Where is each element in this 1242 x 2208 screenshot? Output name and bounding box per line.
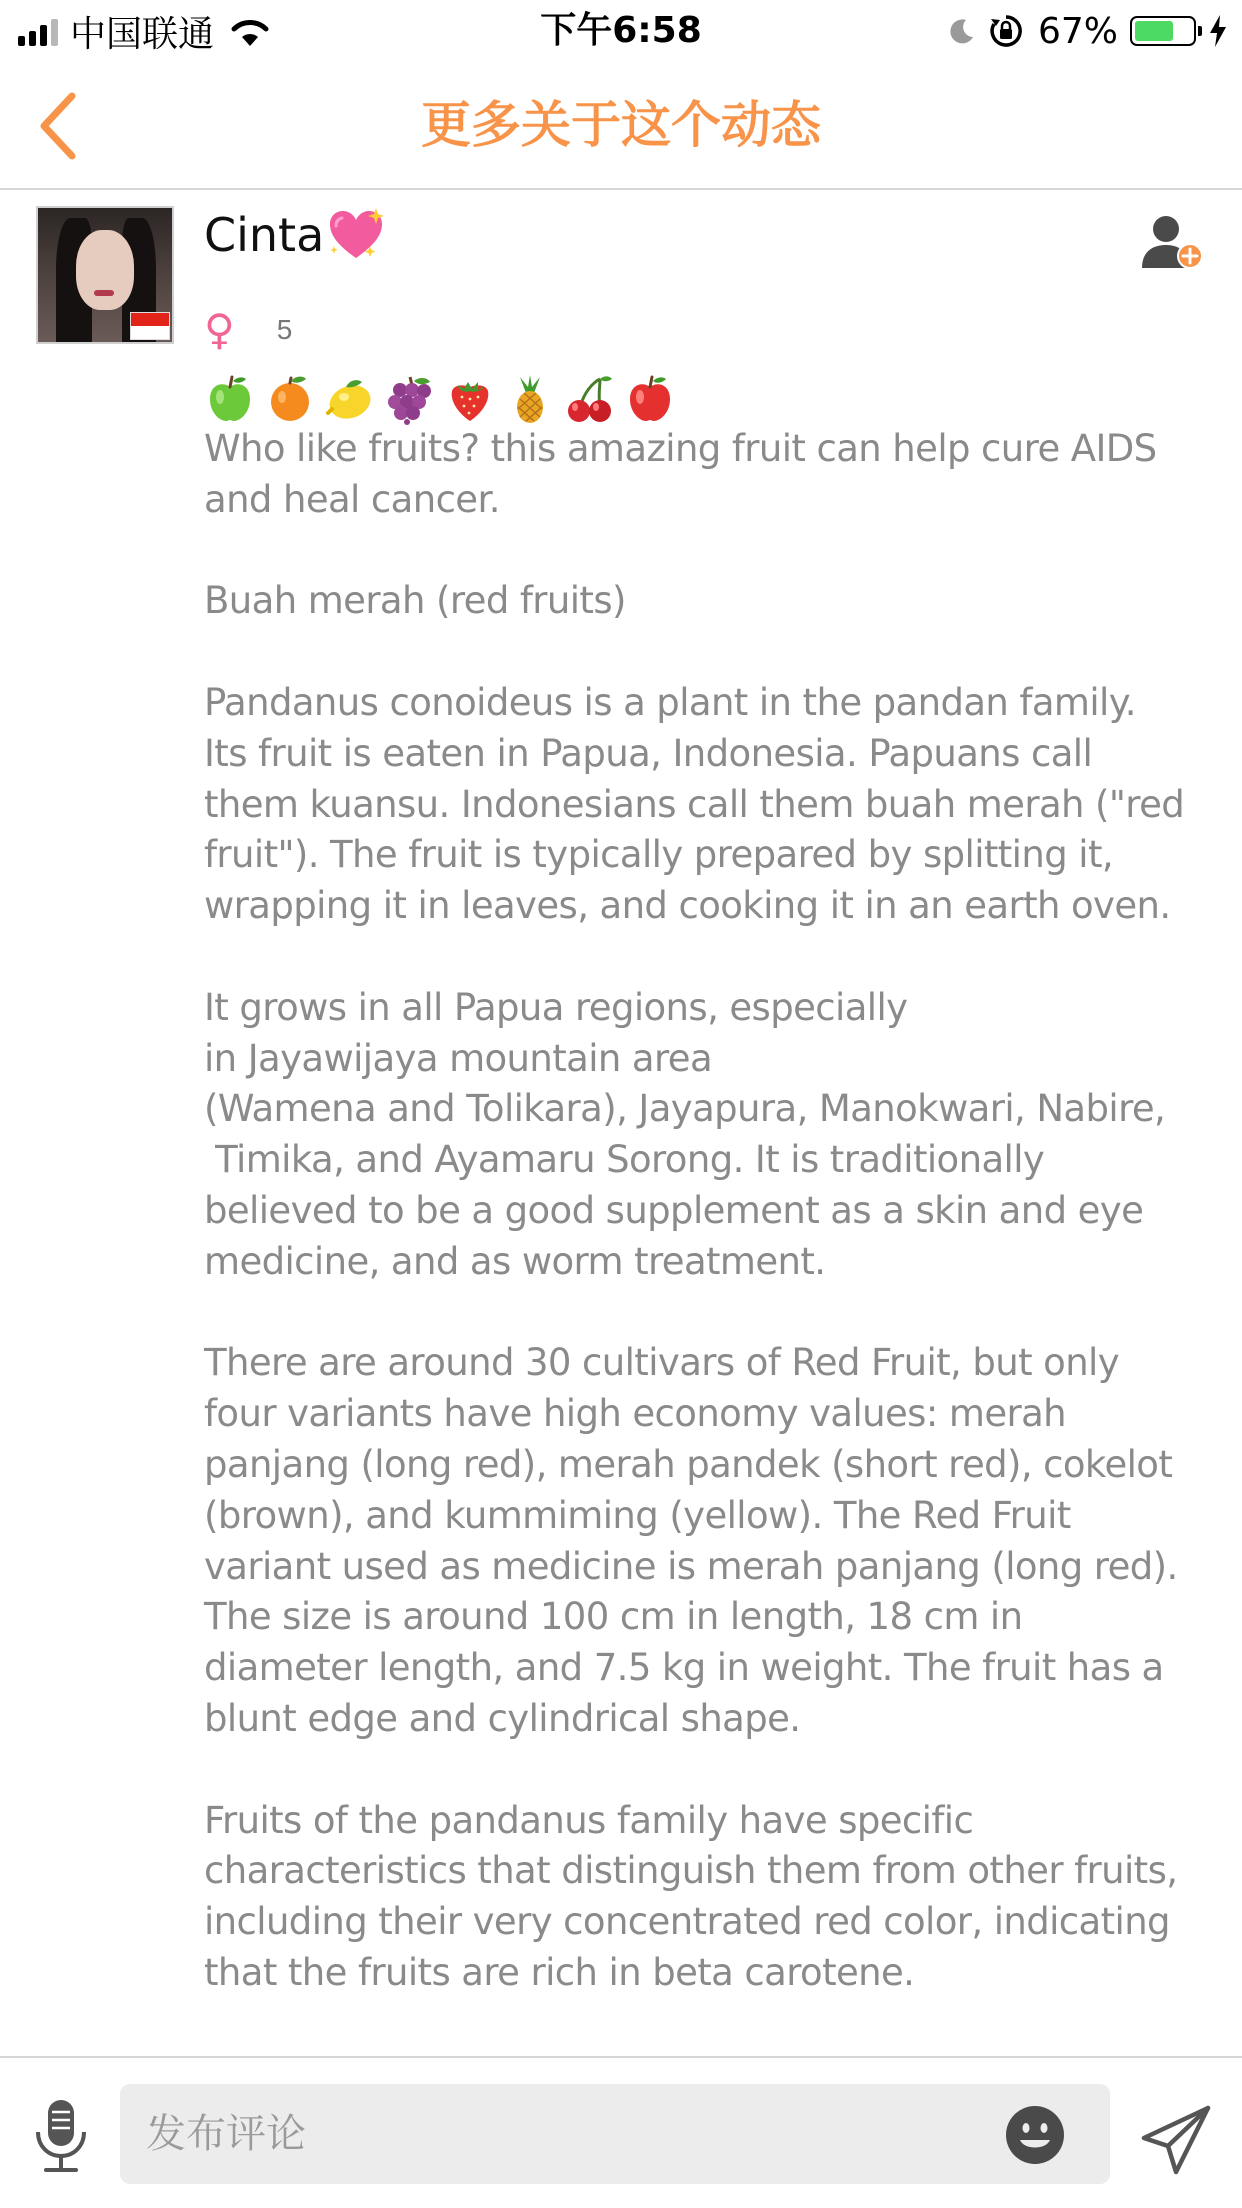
emoji-button[interactable] (1004, 2104, 1066, 2166)
post-paragraph: Fruits of the pandanus family have specific characteristics that distinguish them from other fruits, including their very concentrated red color, indicating that the fruits are rich in beta carotene. (204, 1798, 1178, 1994)
nav-bar (0, 62, 1242, 190)
battery-percent: 67% (1037, 10, 1118, 52)
strawberry-icon (444, 373, 496, 425)
cherries-icon (564, 373, 616, 425)
green-apple-icon (204, 373, 256, 425)
lemon-icon (324, 373, 376, 425)
send-icon (1144, 2108, 1208, 2172)
follow-button[interactable] (1138, 212, 1206, 274)
carrier-name: 中国联通 (70, 13, 215, 55)
comment-input[interactable] (120, 2084, 990, 2184)
status-bar (0, 0, 1242, 62)
comment-bar (0, 2056, 1242, 2208)
female-icon: ♀ (204, 305, 235, 354)
send-button[interactable] (1138, 2102, 1214, 2178)
status-bar-right (948, 8, 1228, 54)
add-user-icon (1142, 216, 1202, 268)
post-paragraph: It grows in all Papua regions, especially in Jayawijaya mountain area (Wamena and Tolikara), Jayapura, Manokwari, Nabire, Timika, and Ayamaru Sorong. It is traditionally believed to be a good supplement as a skin and eye medicine, and as worm treatment. (204, 985, 1166, 1283)
author-name-text: Cinta (204, 208, 325, 262)
grapes-icon (384, 373, 436, 425)
post-paragraph: Buah merah (red fruits) (204, 579, 626, 623)
voice-input-button[interactable] (30, 2098, 92, 2176)
indonesia-flag-icon (130, 312, 170, 340)
post-body (204, 424, 1204, 2050)
post-paragraph: There are around 30 cultivars of Red Fruit, but only four variants have high economy values: merah panjang (long red), merah pandek (short red), cokelot (brown), and kummiming (yellow). The Red Fruit variant used as medicine is merah panjang (long red). The size is around 100 cm in length, 18 cm in diameter length, and 7.5 kg in weight. The fruit has a blunt edge and cylindrical shape. (204, 1341, 1178, 1740)
rotation-lock-icon (988, 13, 1024, 49)
emoji-face-icon (1006, 2106, 1064, 2164)
author-name[interactable] (204, 200, 386, 270)
fruit-emoji-row (204, 370, 676, 428)
author-meta (204, 300, 292, 360)
comment-input-container (120, 2084, 1110, 2184)
post-paragraph: Pandanus conoideus is a plant in the pandan family. Its fruit is eaten in Papua, Indonesia. Papuans call them kuansu. Indonesians call them buah merah ("red fruit"). The fruit is typically prepared by splitting it, wrapping it in leaves, and cooking it in an earth oven. (204, 680, 1185, 928)
charging-bolt-icon (1208, 15, 1228, 47)
status-bar-time: 下午6:58 (540, 10, 702, 51)
moon-icon (948, 17, 976, 45)
red-apple-icon (624, 373, 676, 425)
sparkling-heart-icon (326, 206, 386, 264)
tangerine-icon (264, 373, 316, 425)
avatar[interactable] (36, 206, 174, 344)
battery-icon (1130, 16, 1196, 46)
post-paragraph: Who like fruits? this amazing fruit can help cure AIDS and heal cancer. (204, 427, 1157, 521)
page-title: 更多关于这个动态 (421, 96, 821, 154)
author-level: 5 (276, 314, 293, 345)
microphone-icon (38, 2100, 84, 2170)
pineapple-icon (504, 373, 556, 425)
battery-level-fill (1135, 21, 1173, 41)
